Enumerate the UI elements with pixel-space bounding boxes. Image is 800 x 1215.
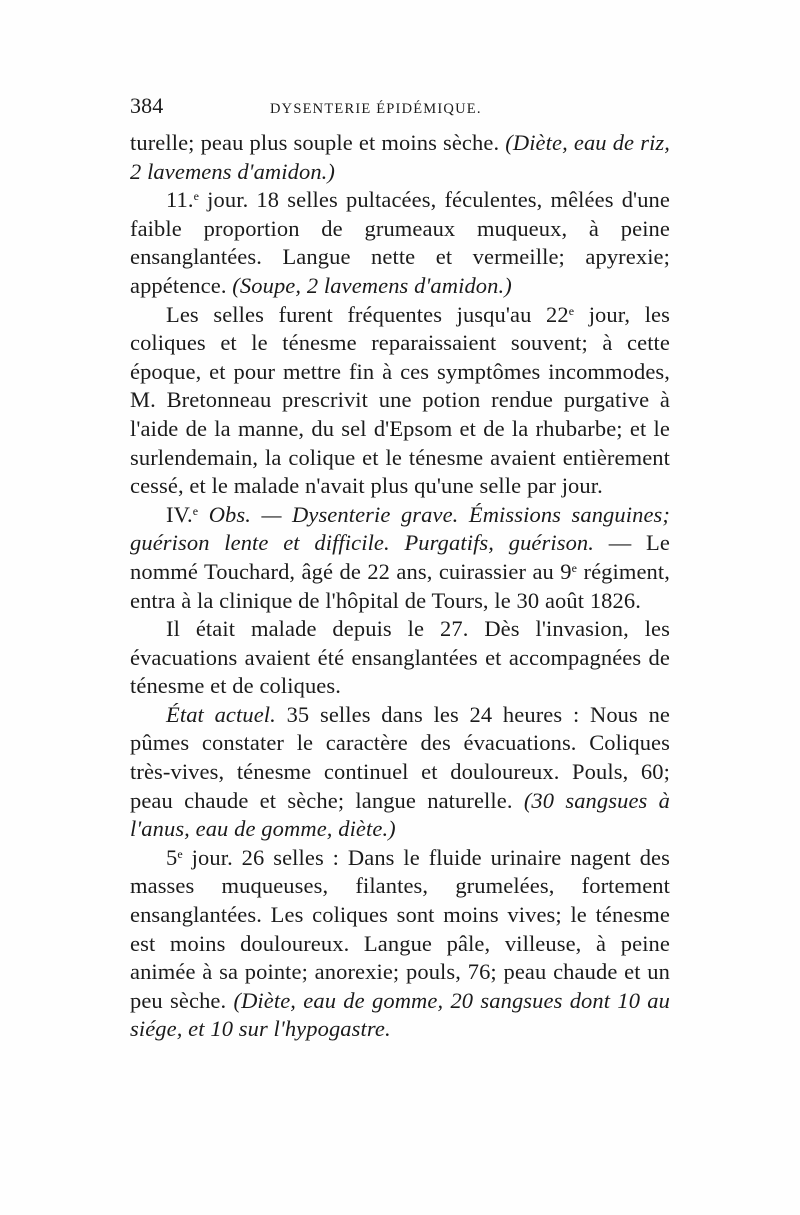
observation-heading: Obs. — Dysenterie grave. Émissions sanguines; guérison lente et difficile. Purgatifs, guérison. [130,501,670,556]
page-text [130,92,670,1044]
paragraph-3-text-a: Les selles furent fréquentes jusqu'au 22 [166,301,569,327]
paragraph-3 [130,301,670,501]
paragraph-2-text: jour. 18 selles pultacées, féculentes, mêlées d'une faible proportion de grumeaux muqueux, à peine ensanglantées. Langue nette et vermeille; apyrexie; appétence. [130,187,670,298]
etat-actuel-label: État actuel. [166,701,276,727]
paragraph-2-day: 11. [166,187,194,213]
paragraph-6-prescription: (30 sangsues à l'anus, eau de gomme, diète.) [130,787,670,842]
paragraph-7 [130,844,670,1044]
paragraph-4-text-b: régiment, entra à la clinique de l'hôpital de Tours, le 30 août 1826. [130,558,670,613]
paragraph-6 [130,701,670,844]
paragraph-5 [130,615,670,701]
paragraph-1-prescription: (Diète, eau de riz, 2 lavemens d'amidon.) [130,130,671,184]
paragraph-4-text-a: — Le nommé Touchard, âgé de 22 ans, cuirassier au 9 [130,530,670,584]
observation-sup: e [192,503,199,518]
paragraph-7-day: 5 [166,844,178,870]
paragraph-5-text: Il était malade depuis le 27. Dès l'invasion, les évacuations avaient été ensanglantées et accompagnées de ténesme et de coliques. [130,616,670,699]
paragraph-4 [130,501,670,615]
paragraph-3-sup: e [568,303,575,318]
paragraph-2 [130,186,670,300]
observation-number: IV. [166,501,193,527]
paragraph-6-text: 35 selles dans les 24 heures : Nous ne pûmes constater le caractère des évacuations. Coliques très-vives, ténesme continuel et douloureux. Pouls, 60; peau chaude et sèche; langue naturelle. [130,701,671,813]
running-title: DYSENTERIE ÉPIDÉMIQUE. [270,101,482,117]
paragraph-7-sup: e [177,846,183,861]
page-number: 384 [130,93,164,118]
paragraph-3-text-b: jour, les coliques et le ténesme reparaissaient souvent; à cette époque, et pour mettre fin à ces symptômes incommodes, M. Bretonneau prescrivit une potion rendue purgative à l'aide de la manne, du sel d'Epsom et de la rhubarbe; et le surlendemain, la colique et le ténesme avaient entièrement cessé, et le malade n'avait plus qu'une selle par jour. [130,301,670,499]
paragraph-7-prescription: (Diète, eau de gomme, 20 sangsues dont 10 au siége, et 10 sur l'hypogastre. [130,987,670,1042]
running-head [130,92,670,129]
paragraph-4-sup2: e [571,560,578,575]
paragraph-1-text: turelle; peau plus souple et moins sèche. [130,130,506,155]
paragraph-7-text: jour. 26 selles : Dans le fluide urinaire nagent des masses muqueuses, filantes, grumelées, fortement ensanglantées. Les coliques sont moins vives; le ténesme est moins douloureux. Langue pâle, villeuse, à peine animée à sa pointe; anorexie; pouls, 76; peau chaude et un peu sèche. [130,844,670,1013]
paragraph-2-prescription: (Soupe, 2 lavemens d'amidon.) [232,272,512,298]
paragraph-1 [130,129,670,186]
paragraph-2-sup: e [193,189,200,204]
